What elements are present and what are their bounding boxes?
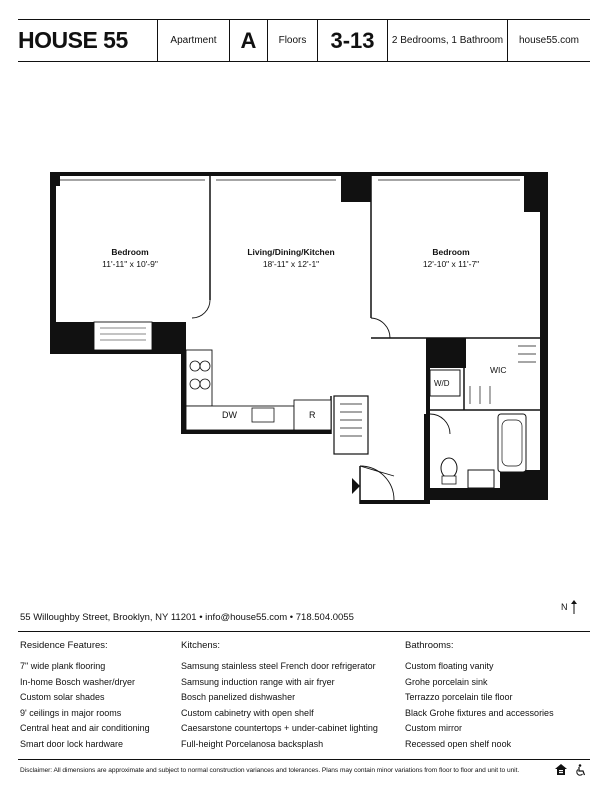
left-bedroom-title: Bedroom bbox=[111, 247, 149, 257]
brand-logo[interactable]: HOUSE 55 bbox=[18, 20, 158, 61]
north-arrow-icon bbox=[571, 600, 577, 614]
north-indicator bbox=[561, 600, 577, 614]
list-item: Smart door lock hardware bbox=[20, 738, 124, 749]
entry-arrow-icon bbox=[352, 478, 360, 494]
floorplan bbox=[0, 160, 609, 530]
top-wall bbox=[50, 172, 548, 176]
residence-features bbox=[20, 640, 150, 755]
address-line: 55 Willoughby Street, Brooklyn, NY 11201 • info@house55.com • 718.504.0055 bbox=[20, 612, 354, 623]
right-wall bbox=[540, 172, 548, 500]
apartment-label: Apartment bbox=[158, 20, 230, 61]
floors-label: Floors bbox=[268, 20, 318, 61]
list-item: 7" wide plank flooring bbox=[20, 661, 106, 671]
kitchens-heading: Kitchens: bbox=[181, 640, 221, 651]
living-title: Living/Dining/Kitchen bbox=[247, 247, 335, 257]
list-item: Terrazzo porcelain tile floor bbox=[405, 692, 513, 702]
kitchen-features bbox=[181, 640, 378, 755]
website-link[interactable]: house55.com bbox=[518, 35, 580, 46]
list-item: In-home Bosch washer/dryer bbox=[20, 676, 136, 687]
right-bedroom-dims: 12'-10" x 11'-7" bbox=[422, 259, 480, 269]
apartment-value: A bbox=[230, 20, 268, 61]
vanity-icon bbox=[468, 470, 494, 488]
layout-label: 2 Bedrooms, 1 Bathroom bbox=[388, 20, 508, 61]
fridge-label: R bbox=[309, 410, 316, 420]
closet-label: WIC bbox=[490, 365, 507, 375]
list-item: 9' ceilings in major rooms bbox=[20, 707, 122, 718]
list-item: Samsung induction range with air fryer bbox=[181, 676, 335, 687]
footer-divider bbox=[18, 759, 590, 760]
list-item: Caesarstone countertops + under-cabinet lighting bbox=[181, 723, 378, 733]
dishwasher-label: DW bbox=[222, 410, 237, 420]
bathroom-features bbox=[405, 640, 554, 755]
compliance-icons bbox=[555, 764, 586, 776]
list-item: Central heat and air conditioning bbox=[20, 723, 150, 733]
living-dims: 18'-11" x 12'-1" bbox=[262, 259, 320, 269]
divider bbox=[18, 631, 590, 632]
washer-dryer-label: W/D bbox=[434, 379, 450, 388]
list-item: Grohe porcelain sink bbox=[405, 676, 488, 687]
list-item: Custom floating vanity bbox=[405, 661, 494, 671]
left-bedroom-wall-block bbox=[50, 322, 94, 354]
equal-housing-icon bbox=[555, 764, 567, 775]
list-item: Black Grohe fixtures and accessories bbox=[405, 707, 554, 718]
list-item: Custom cabinetry with open shelf bbox=[181, 707, 314, 718]
list-item: Samsung stainless steel French door refrigerator bbox=[181, 661, 376, 671]
list-item: Recessed open shelf nook bbox=[405, 738, 512, 749]
accessibility-icon bbox=[575, 764, 586, 776]
header-bar bbox=[18, 19, 590, 62]
bathrooms-heading: Bathrooms: bbox=[405, 640, 454, 651]
living-label bbox=[210, 247, 372, 269]
right-bedroom-title: Bedroom bbox=[432, 247, 470, 257]
list-item: Custom mirror bbox=[405, 723, 463, 733]
north-label: N bbox=[561, 602, 568, 612]
disclaimer: Disclaimer: All dimensions are approximate and subject to normal construction variances and tolerances. Plans may contain minor variations from floor to floor and unit to unit. bbox=[20, 767, 520, 774]
list-item: Bosch panelized dishwasher bbox=[181, 692, 296, 702]
toilet-icon bbox=[441, 458, 457, 478]
residence-heading: Residence Features: bbox=[20, 640, 108, 651]
list-item: Full-height Porcelanosa backsplash bbox=[181, 738, 324, 749]
entry-closet bbox=[334, 396, 368, 454]
left-bedroom-label bbox=[50, 247, 210, 269]
left-bedroom-dims: 11'-11" x 10'-9" bbox=[102, 259, 158, 269]
range-counter bbox=[186, 350, 212, 406]
floors-value: 3-13 bbox=[318, 20, 388, 61]
kitchen-counter bbox=[186, 406, 294, 430]
right-bedroom-label bbox=[371, 247, 531, 269]
list-item: Custom solar shades bbox=[20, 692, 105, 702]
